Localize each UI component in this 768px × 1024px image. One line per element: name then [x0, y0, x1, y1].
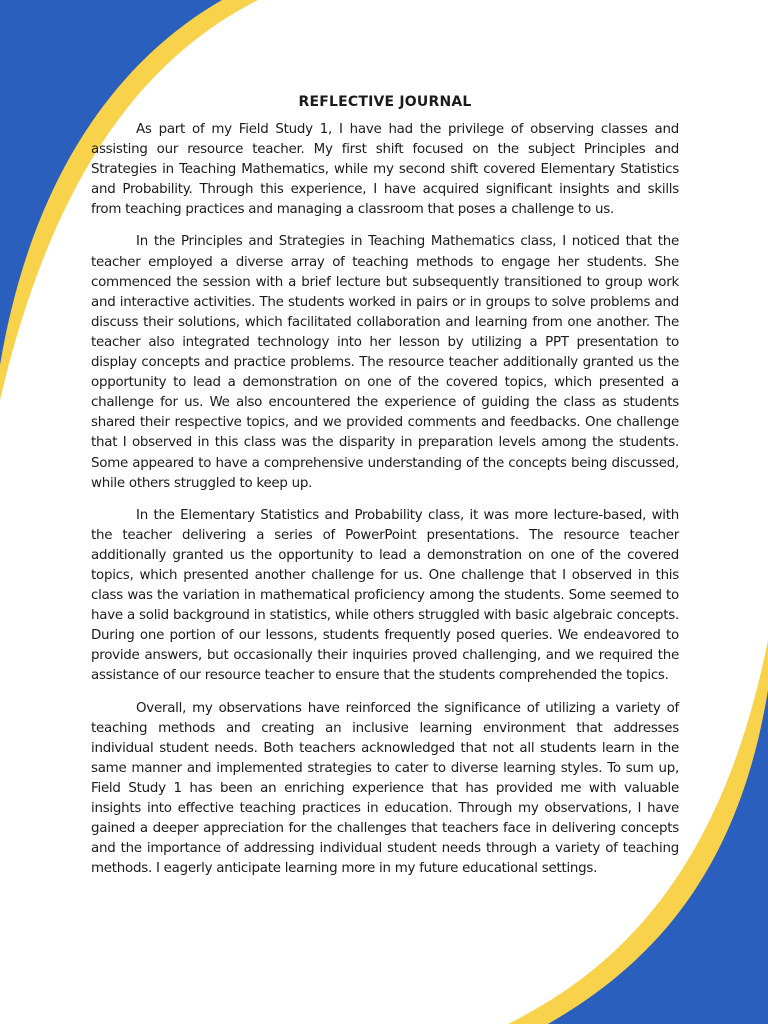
paragraph-2: In the Principles and Strategies in Teaching Mathematics class, I noticed that the teacher employed a diverse array of teaching methods to engage her students. She commenced the session with a brief lecture but subsequently transitioned to group work and interactive activities. The students worked in pairs or in groups to solve problems and discuss their solutions, which facilitated collaboration and learning from one another. The teacher also integrated technology into her lesson by utilizing a PPT presentation to display concepts and practice problems. The resource teacher additionally granted us the opportunity to lead a demonstration on one of the covered topics, which presented a challenge for us. We also encountered the experience of guiding the class as students shared their respective topics, and we provided comments and feedbacks. One challenge that I observed in this class was the disparity in preparation levels among the students. Some appeared to have a comprehensive understanding of the concepts being discussed, while others struggled to keep up. — [91, 234, 679, 491]
paragraph-3: In the Elementary Statistics and Probability class, it was more lecture-based, with the teacher delivering a series of PowerPoint presentations. The resource teacher additionally granted us the opportunity to lead a demonstration on one of the covered topics, which presented another challenge for us. One challenge that I observed in this class was the variation in mathematical proficiency among the students. Some seemed to have a solid background in statistics, while others struggled with basic algebraic concepts. During one portion of our lessons, students frequently posed queries. We endeavored to provide answers, but occasionally their inquiries proved challenging, and we required the assistance of our resource teacher to ensure that the students comprehended the topics. — [91, 507, 679, 684]
document-title: REFLECTIVE JOURNAL — [298, 94, 472, 110]
paragraph-4: Overall, my observations have reinforced the significance of utilizing a variety of teaching methods and creating an inclusive learning environment that addresses individual student needs. Both teachers acknowledged that not all students learn in the same manner and implemented strategies to cater to diverse learning styles. To sum up, Field Study 1 has been an enriching experience that has provided me with valuable insights into effective teaching practices in education. Through my observations, I have gained a deeper appreciation for the challenges that teachers face in delivering concepts and the importance of addressing individual student needs through a variety of teaching methods. I eagerly anticipate learning more in my future educational settings. — [91, 700, 679, 877]
journal-content — [91, 94, 679, 891]
paragraph-1: As part of my Field Study 1, I have had the privilege of observing classes and assisting our resource teacher. My first shift focused on the subject Principles and Strategies in Teaching Mathematics, while my second shift covered Elementary Statistics and Probability. Through this experience, I have acquired significant insights and skills from teaching practices and managing a classroom that poses a challenge to us. — [91, 122, 679, 218]
